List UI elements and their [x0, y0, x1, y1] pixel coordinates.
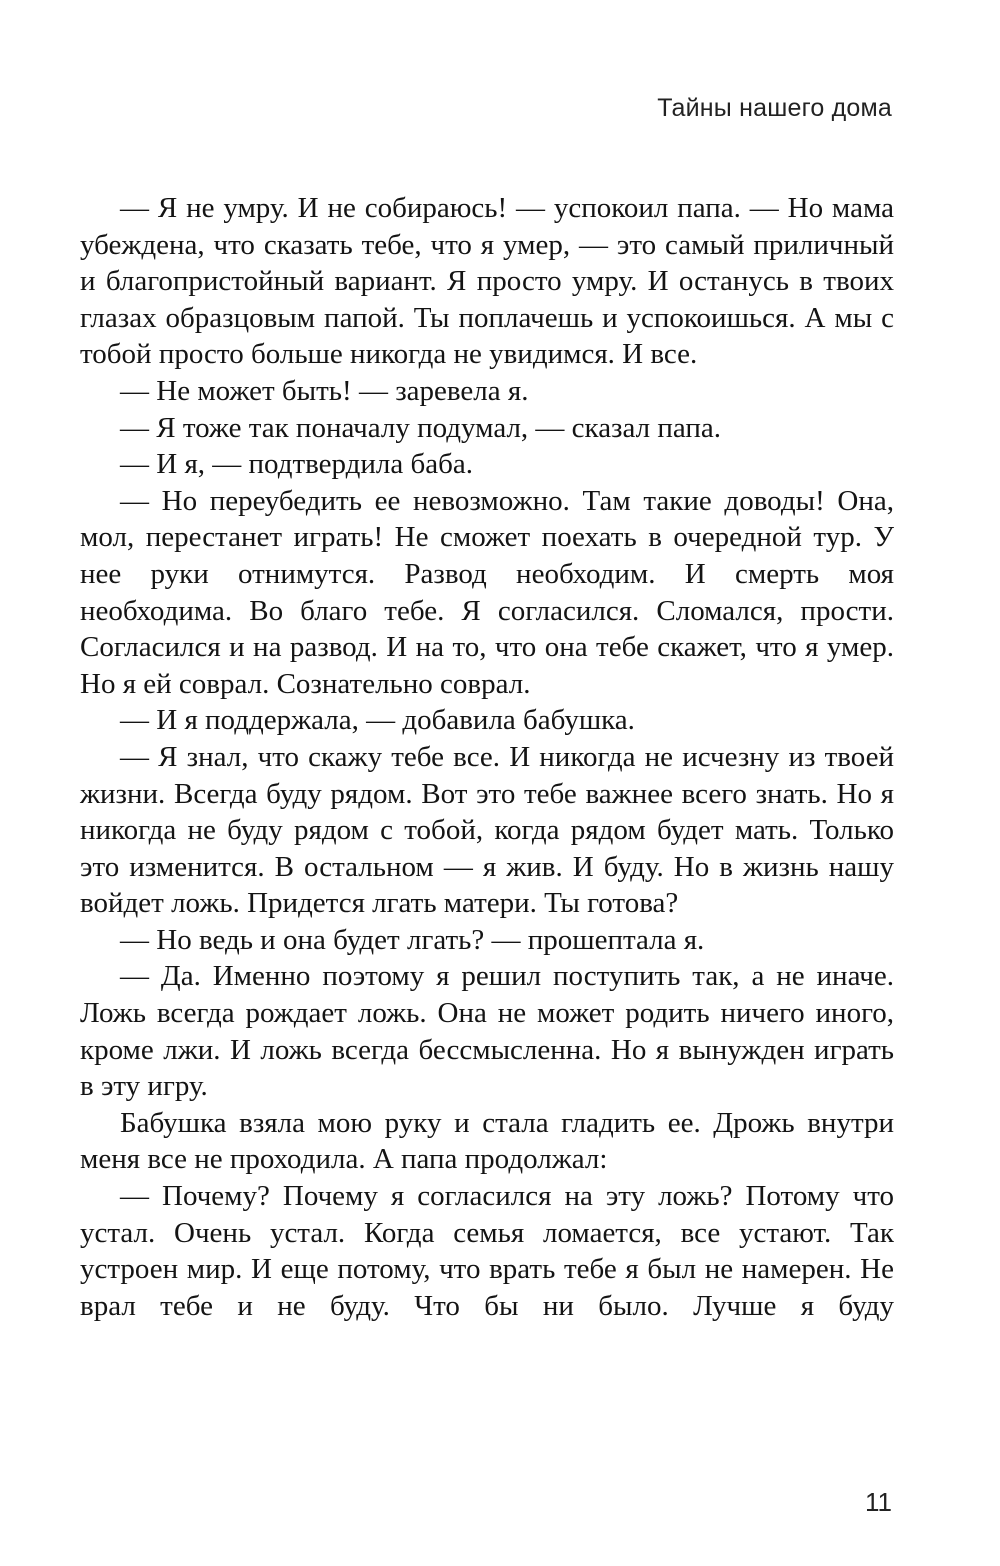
paragraph: — Я тоже так поначалу подумал, — сказал папа. — [120, 411, 722, 444]
paragraph: — Я не умру. И не собираюсь! — успокоил папа. — Но мама убеждена, что сказать тебе, что я умер, — это самый приличный и благопристойный вариант. Я просто умру. И останусь в твоих глазах образцовым папой. Ты поплачешь и успокоишься. А мы с тобой просто больше никогда не увидимся. И все. — [80, 192, 894, 371]
paragraph: — Не может быть! — заревела я. — [120, 374, 529, 407]
page-number: 11 — [865, 1487, 892, 1517]
paragraph: — Почему? Почему я согласился на эту ложь? Потому что устал. Очень устал. Когда семья ломается, все устают. Так устроен мир. И еще потому, что врать тебе я был не намерен. Не врал тебе и не буду. Что бы ни было. Лучше я буду — [80, 1180, 894, 1322]
paragraph: — И я поддержала, — добавила бабушка. — [120, 704, 635, 737]
paragraph: — Да. Именно поэтому я решил поступить так, а не иначе. Ложь всегда рождает ложь. Она не может родить ничего иного, кроме лжи. И ложь всегда бессмысленна. Но я вынужден играть в эту игру. — [80, 960, 894, 1103]
running-head-title: Тайны нашего дома — [657, 94, 892, 122]
paragraph: Бабушка взяла мою руку и стала гладить ее. Дрожь внутри меня все не проходила. А папа продолжал: — [80, 1106, 894, 1176]
paragraph: — Но переубедить ее невозможно. Там такие доводы! Она, мол, перестанет играть! Не сможет поехать в очередной тур. У нее руки отнимутся. Развод необходим. И смерть моя необходима. Во благо тебе. Я согласился. Сломался, прости. Согласился и на развод. И на то, что она тебе скажет, что я умер. Но я ей соврал. Сознательно соврал. — [80, 484, 894, 700]
paragraph: — Но ведь и она будет лгать? — прошептала я. — [120, 923, 705, 956]
paragraph: — И я, — подтвердила баба. — [120, 448, 474, 481]
page-body-text — [80, 190, 894, 1324]
paragraph: — Я знал, что скажу тебе все. И никогда не исчезну из твоей жизни. Всегда буду рядом. Вот это тебе важнее всего знать. Но я никогда не буду рядом с тобой, когда рядом будет мать. Только это изменится. В остальном — я жив. И буду. Но в жизнь нашу войдет ложь. Придется лгать матери. Ты готова? — [80, 740, 894, 920]
